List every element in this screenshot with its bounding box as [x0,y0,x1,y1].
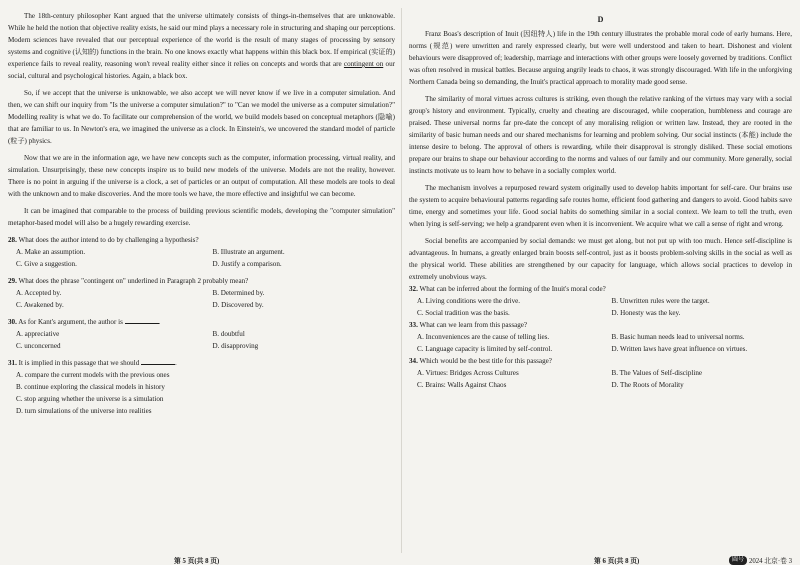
page-footer-right: 第 6 页(共 8 页) [594,558,640,565]
answer-blank [125,316,159,324]
option-a[interactable]: A. compare the current models with the previous ones [16,371,170,379]
question-stem: As for Kant's argument, the author is [18,318,123,326]
question-28 [8,234,395,270]
option-b[interactable]: B. Basic human needs lead to universal norms. [611,333,745,341]
option-c[interactable]: C. stop arguing whether the universe is a simulation [16,395,164,403]
question-number: 31. [8,359,17,367]
passage-paragraph-1: Franz Boas's description of Inuit (因纽特人) life in the 19th century illustrates the probable moral code of early humans. Here, norms (规范) were unwritten and rarely expressed clearly, but were well understood and taken to heart. Dishonest and violent behaviours were disapproved of; leadership, marriage and interactions with other groups were loosely governed by traditions. Conflict was often resolved in musical battles. Because arguing angrily leads to chaos, it was strongly discouraged. With life in the unforgiving Northern Canada being so demanding, the Inuit's practical approach to morality made good sense. [409,30,792,86]
option-c[interactable]: C. unconcerned [16,342,61,350]
passage-paragraph-2: The similarity of moral virtues across cultures is striking, even though the relative ranking of the virtues may vary with a social group's history and environment. Typically, cruelty and cheating are discouraged, while cooperation, humbleness and courage are praised. These universal norms far pre-date the concept of any moralising religion or written law. Instead, they are rooted in the similarity of basic human needs and our shared mechanisms for learning and problem solving. Our social instincts (本能) include the intense desire to belong. The approval of others is rewarding, while their disapproval is strongly disliked. These social emotions prepare our brains to shape our behaviour according to the norms and values of our family and our community. More generally, social instincts motivate us to learn how to behave in a socially complex world. [409,95,792,175]
option-b[interactable]: B. Unwritten rules were the target. [611,297,710,305]
question-stem: What can be inferred about the forming of the Inuit's moral code? [419,285,606,293]
option-d[interactable]: D. Written laws have great influence on virtues. [611,345,748,353]
question-33 [409,319,792,355]
question-number: 28. [8,236,17,244]
question-32 [409,283,792,319]
option-b[interactable]: B. The Values of Self-discipline [611,369,703,377]
passage-paragraph-4: It can be imagined that comparable to the process of building previous scientific models, developing the "computer simulation" metaphor-based model will also be a hugely rewarding exercise. [8,207,395,227]
publisher-stamp [729,555,792,565]
left-page [8,10,395,553]
question-stem: What does the author intend to do by challenging a hypothesis? [18,236,199,244]
option-d[interactable]: D. disapproving [212,342,259,350]
option-a[interactable]: A. Virtues: Bridges Across Cultures [417,369,519,377]
page-footer-left: 第 5 页(共 8 页) [174,558,220,565]
option-d[interactable]: D. turn simulations of the universe into realities [16,407,152,415]
option-a[interactable]: A. Inconveniences are the cause of telling lies. [417,333,550,341]
question-34 [409,355,792,391]
option-b[interactable]: B. continue exploring the classical models in history [16,383,165,391]
option-c[interactable]: C. Awakened by. [16,301,64,309]
option-d[interactable]: D. The Roots of Morality [611,381,684,389]
option-b[interactable]: B. doubtful [212,330,245,338]
answer-blank [141,357,175,365]
question-30: 30. As for Kant's argument, the author is . A. appreciative B. doubtful C. unconcerned D. disapproving [8,316,395,352]
underlined-phrase: contingent on [343,60,384,68]
option-d[interactable]: D. Discovered by. [212,301,264,309]
question-stem: What does the phrase "contingent on" underlined in Paragraph 2 probably mean? [18,277,249,285]
option-a[interactable]: A. Make an assumption. [16,248,86,256]
option-d[interactable]: D. Justify a comparison. [212,260,282,268]
option-b[interactable]: B. Determined by. [212,289,265,297]
question-29 [8,275,395,311]
section-title: D [597,15,604,24]
option-d[interactable]: D. Honesty was the key. [611,309,681,317]
question-31: 31. It is implied in this passage that we should . A. compare the current models with the previous ones B. continue exploring the classical models in history C. stop arguing whether the universe is a simulation D. turn simulations of the universe into realities [8,357,395,417]
passage-paragraph-4: Social benefits are accompanied by social demands: we must get along, but not put up with too much. Hence self-discipline is advantageous. In humans, a greatly enlarged brain boosts self-control, just as it boosts problem-solving skills in the social as well as the physical world. These abilities are strengthened by our capacity for language, which allows social practices to develop in extremely unobvious ways. [409,237,792,281]
option-c[interactable]: C. Give a suggestion. [16,260,77,268]
option-b[interactable]: B. Illustrate an argument. [212,248,285,256]
question-number: 32. [409,285,418,293]
option-c[interactable]: C. Brains: Walls Against Chaos [417,381,507,389]
question-stem: What can we learn from this passage? [419,321,528,329]
stamp-text: 2024 北京·卷 3 [748,558,792,565]
option-c[interactable]: C. Language capacity is limited by self-control. [417,345,553,353]
passage-paragraph-3: The mechanism involves a repurposed reward system originally used to develop habits important for self-care. Our brains use the system to acquire behavioural patterns regarding safe routes home, efficient food gathering and dangers to avoid. Good habits save time, energy and sometimes your life. Good social habits do something similar in a social context. We learn to tell the truth, even when lying is self-serving; we help a grandparent even when it is inconvenient. We acquire what we call a sense of right and wrong. [409,184,792,228]
passage-paragraph-3: Now that we are in the information age, we have new concepts such as the computer, information processing, virtual reality, and simulation. Unsurprisingly, these new concepts inspire us to build new models of the universe. Models are not the reality, however. There is no point in arguing if the universe is a clock, a set of particles or an output of computation. All these models are tools to deal with the unknown and to make discoveries. And the more tools we have, the more effective and insightful we can become. [8,154,395,198]
stamp-badge: 圆号 [729,556,747,565]
option-a[interactable]: A. Accepted by. [16,289,62,297]
passage-paragraph-1: The 18th-century philosopher Kant argued that the universe ultimately consists of things-in-themselves that are unknowable. While he held the notion that objective reality exists, he said our mind plays a necessary role in structuring and shaping our perceptions. Modern sciences have revealed that our perceptual experience of the world is the result of many stages of processing by sensory systems and cognitive (认知的) functions in the brain. No one knows exactly what happens within this black box. If empirical (实证的) experience fails to reveal reality, reasoning won't reveal reality either since it relies on concepts and words that are contingent on our social, cultural and psychological histories. Again, a black box. [8,12,395,80]
question-number: 30. [8,318,17,326]
option-a[interactable]: A. Living conditions were the drive. [417,297,521,305]
question-number: 34. [409,357,418,365]
question-stem: Which would be the best title for this passage? [419,357,552,365]
right-page [409,10,792,553]
question-number: 33. [409,321,418,329]
question-stem: It is implied in this passage that we should [18,359,140,367]
option-c[interactable]: C. Social tradition was the basis. [417,309,510,317]
question-number: 29. [8,277,17,285]
page-divider [401,8,402,553]
option-a[interactable]: A. appreciative [16,330,60,338]
passage-paragraph-2: So, if we accept that the universe is unknowable, we also accept we will never know if we live in a computer simulation. And then, we can shift our inquiry from "Is the universe a computer simulation?" to "Can we model the universe as a computer simulation?" Modelling reality is what we do. To facilitate our comprehension of the world, we build models based on conceptual metaphors (隐喻) that are familiar to us. In Newton's era, we imagined the universe as a clock. In Einstein's, we uncovered the standard model of particle (粒子) physics. [8,89,395,145]
